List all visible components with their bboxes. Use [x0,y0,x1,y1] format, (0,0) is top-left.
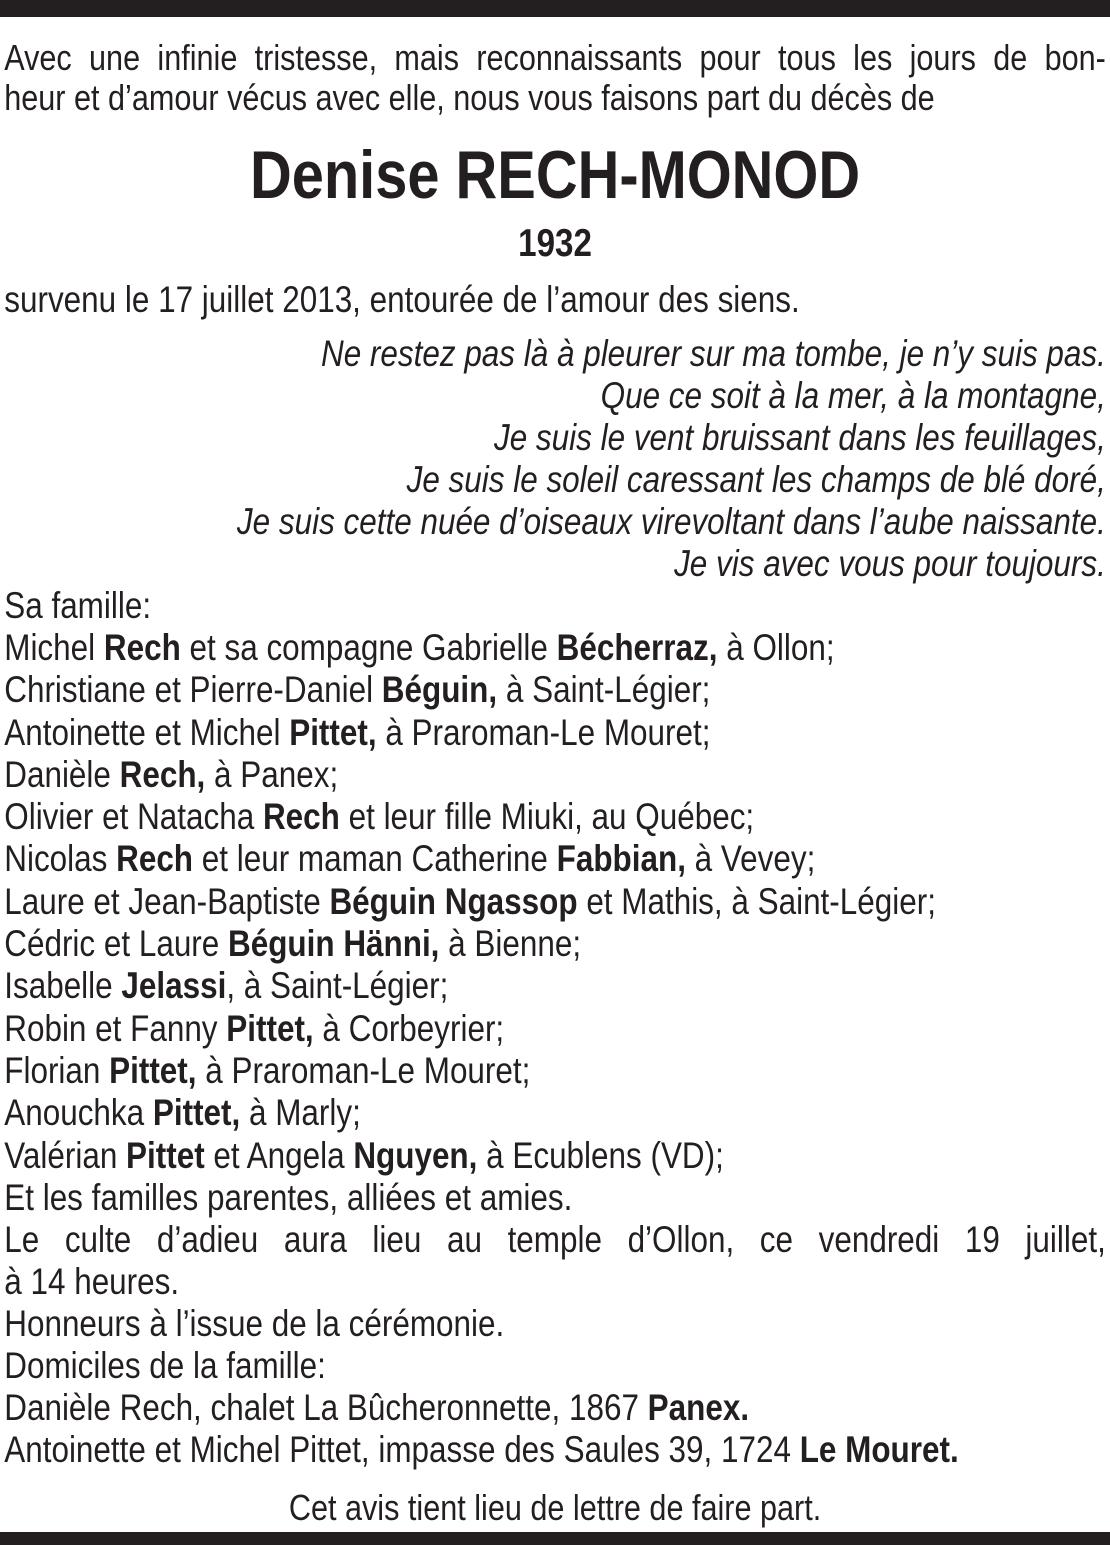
surname-bold: Le Mouret. [799,1428,959,1470]
text-segment: Cédric et Laure [4,923,229,965]
text-segment: à Ollon; [717,627,835,668]
text-segment: et Mathis, à Saint-Légier; [577,880,936,922]
memorial-poem [4,333,1106,585]
surname-bold: Béguin Hänni, [228,923,440,965]
family-member-line [4,1050,1106,1092]
family-member-line [4,627,1106,669]
poem-line: Je suis le vent bruissant dans les feuillages, [493,417,1106,458]
text-segment: à Praroman-Le Mouret; [196,1049,531,1091]
text-segment: à Praroman-Le Mouret; [376,711,711,753]
family-member-line [4,1135,1106,1177]
text-segment: Danièle [4,753,120,795]
text-segment: Florian [4,1049,110,1091]
surname-bold: Rech [103,627,181,668]
family-members-list [4,627,1106,1177]
family-member-line [4,796,1106,838]
surname-bold: Béguin Ngassop [329,880,578,922]
text-segment: à Bienne; [439,923,582,965]
text-segment: à Marly; [240,1092,361,1134]
poem-line: Ne restez pas là à pleurer sur ma tombe, je n’y suis pas. [320,333,1106,374]
surname-bold: Jelassi [121,965,227,1007]
family-member-line [4,754,1106,796]
poem-line: Je suis le soleil caressant les champs de blé doré, [406,459,1106,500]
poem-line: Je vis avec vous pour toujours. [674,543,1106,584]
text-segment: à Ecublens (VD); [477,1134,724,1176]
text-segment: Isabelle [4,965,122,1007]
birth-year: 1932 [518,222,592,265]
family-member-line [4,838,1106,880]
intro-line: heur et d’amour vécus avec elle, nous vous faisons part du décès de [4,77,935,118]
death-date-line: survenu le 17 juillet 2013, entourée de l’amour des siens. [4,279,800,320]
surname-bold: Pittet [126,1134,205,1176]
family-member-line [4,923,1106,965]
surname-bold: Nguyen, [353,1134,478,1176]
ceremony-line: Le culte d’adieu aura lieu au temple d’Ollon, ce vendredi 19 juillet, [4,1218,1106,1260]
text-segment: Michel [4,627,104,668]
address-line [4,1429,1106,1471]
ceremony-line: à 14 heures. [4,1260,180,1302]
intro-line: Avec une infinie tristesse, mais reconnaissants pour tous les jours de bon- [4,37,1106,78]
text-segment: et leur fille Miuki, au Québec; [339,796,755,838]
text-segment: Nicolas [4,838,117,880]
formal-notice-footer: Cet avis tient lieu de lettre de faire part. [288,1486,822,1528]
text-segment: et Angela [204,1134,354,1176]
family-member-line [4,712,1106,754]
surname-bold: Pittet, [226,1007,314,1049]
surname-bold: Fabbian, [556,838,686,880]
bottom-divider-bar [0,1532,1110,1545]
text-segment: à Saint-Légier; [497,669,711,711]
related-families-line: Et les familles parentes, alliées et amies. [4,1176,573,1218]
text-segment: à Corbeyrier; [313,1007,505,1049]
family-member-line [4,881,1106,923]
text-segment: Robin et Fanny [4,1007,227,1049]
text-segment: et leur maman Catherine [193,838,557,880]
surname-bold: Rech [116,838,194,880]
text-segment: à Vevey; [685,838,816,880]
text-segment: Laure et Jean-Baptiste [4,880,330,922]
surname-bold: Panex. [647,1386,750,1428]
honors-line: Honneurs à l’issue de la cérémonie. [4,1302,505,1344]
poem-line: Je suis cette nuée d’oiseaux virevoltant dans l’aube naissante. [236,501,1106,542]
intro-paragraph [4,38,1106,118]
text-segment: , à Saint-Légier; [226,965,449,1007]
family-addresses-list [4,1387,1106,1471]
text-segment: Olivier et Natacha [4,796,263,838]
surname-bold: Pittet, [289,711,377,753]
text-segment: Valérian [4,1134,127,1176]
text-segment: à Panex; [205,753,339,795]
ceremony-announcement [4,1219,1106,1303]
surname-bold: Pittet, [152,1092,241,1134]
surname-bold: Rech, [119,753,206,795]
surname-bold: Bécherraz, [556,627,718,668]
family-member-line [4,1092,1106,1134]
text-segment: Antoinette et Michel Pittet, impasse des Saules 39, 1724 [4,1428,800,1470]
family-member-line [4,965,1106,1007]
surname-bold: Béguin, [381,669,498,711]
deceased-name: Denise RECH-MONOD [249,137,861,213]
poem-line: Que ce soit à la mer, à la montagne, [600,375,1106,416]
surname-bold: Rech [262,796,340,838]
family-section-header: Sa famille: [4,585,152,626]
text-segment: Christiane et Pierre-Daniel [4,669,382,711]
address-line [4,1387,1106,1429]
surname-bold: Pittet, [109,1049,197,1091]
text-segment: et sa compagne Gabrielle [180,627,557,668]
family-member-line [4,1008,1106,1050]
text-segment: Antoinette et Michel [4,711,290,753]
text-segment: Danièle Rech, chalet La Bûcheronnette, 1867 [4,1386,648,1428]
text-segment: Anouchka [4,1092,153,1134]
family-member-line [4,669,1106,711]
addresses-section-header: Domiciles de la famille: [4,1344,326,1386]
